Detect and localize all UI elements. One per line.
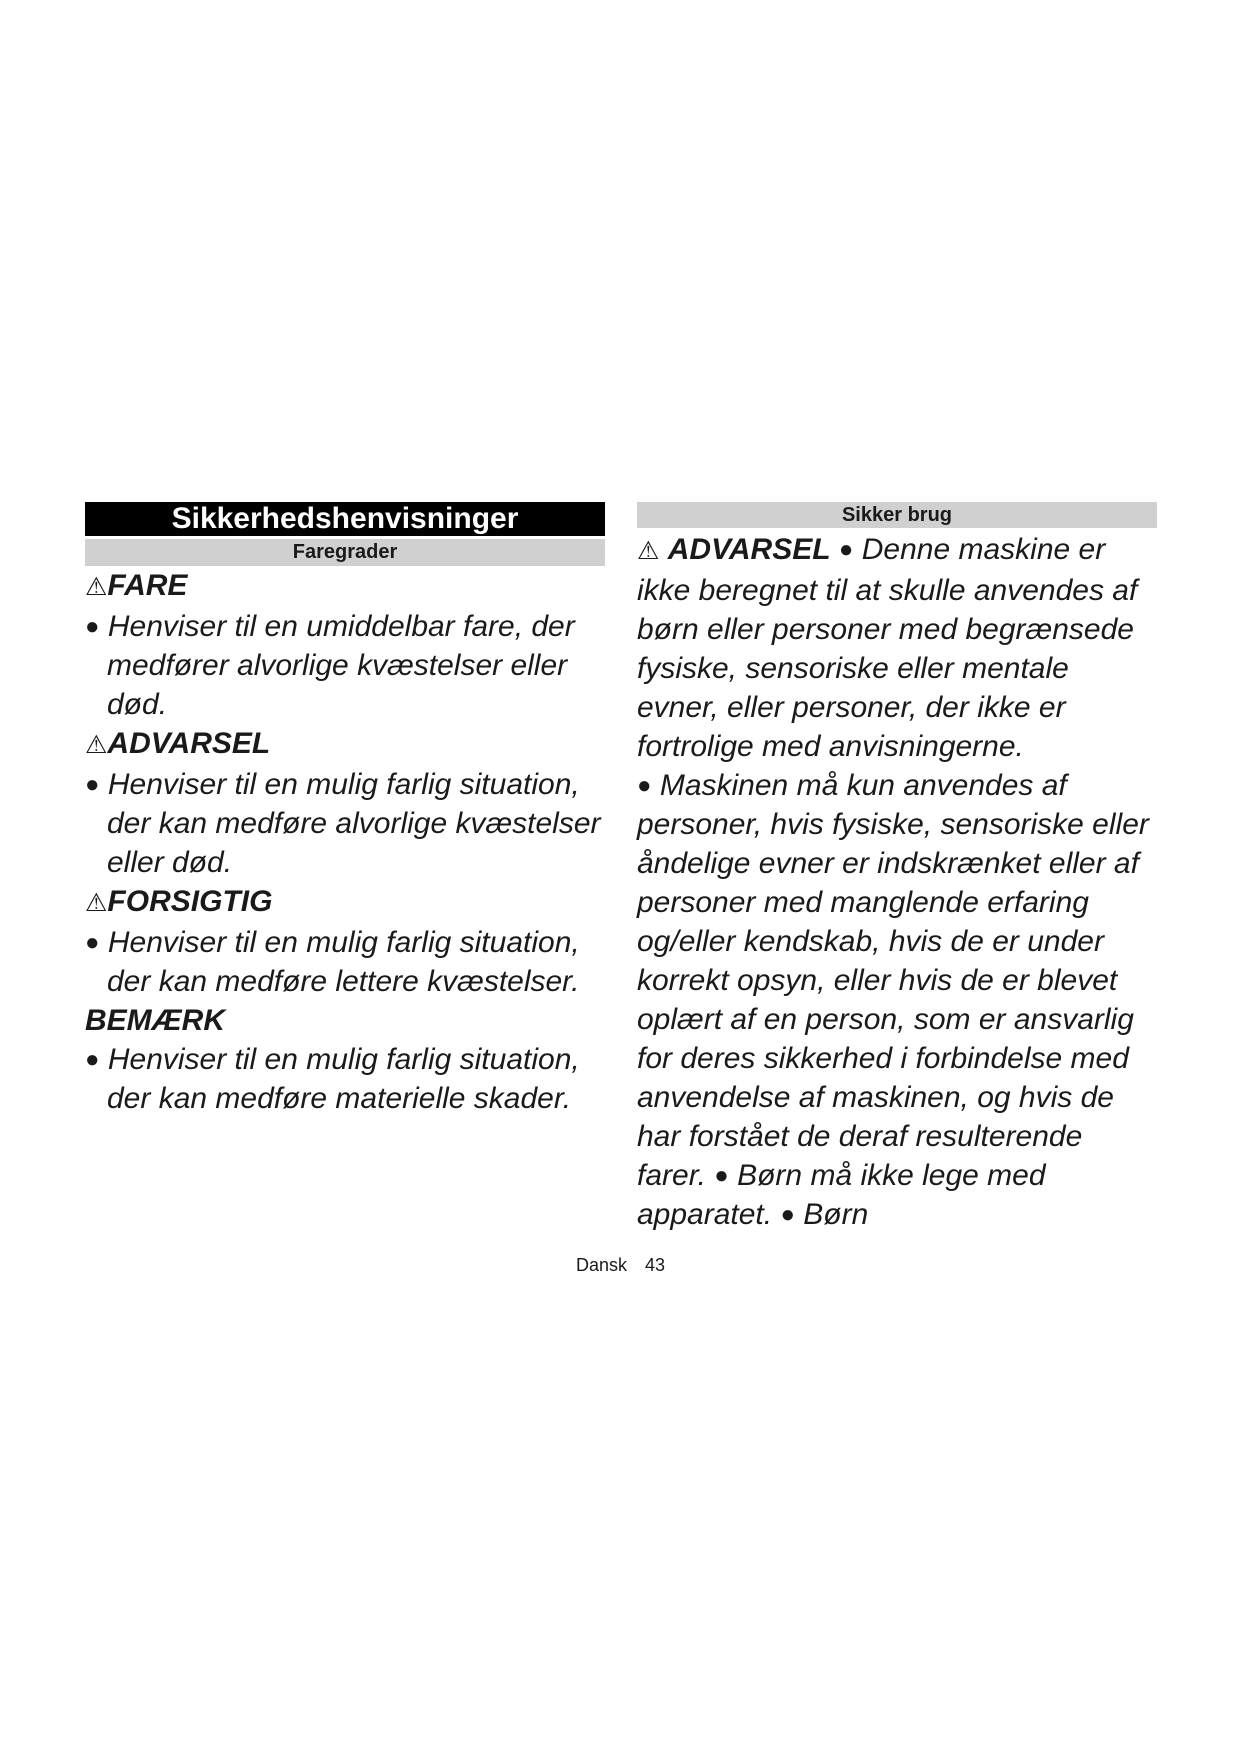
safe-use-text <box>637 530 1157 1234</box>
hazard-level-bemaerk <box>85 1001 605 1040</box>
page-number: 43 <box>645 1255 666 1275</box>
bullet-icon: ● <box>780 1201 795 1228</box>
hazard-description: ● Henviser til en mulig farlig situation, der kan medføre lettere kvæstelser. <box>85 926 580 998</box>
hazard-label: FARE <box>107 569 188 602</box>
page-footer <box>0 1255 1241 1276</box>
hazard-description: ● Henviser til en mulig farlig situation, der kan medføre alvorlige kvæstelser eller død. <box>85 768 601 879</box>
bullet-icon: ● <box>85 613 100 640</box>
hazard-level-forsigtig <box>85 882 605 923</box>
bullet-icon: ● <box>85 1046 100 1073</box>
safe-use-item: Børn <box>803 1198 869 1231</box>
hazard-level-fare <box>85 566 605 607</box>
warning-triangle-icon: ⚠ <box>85 889 108 917</box>
safe-use-item: Børn må ikke lege med apparatet. <box>637 1159 1046 1231</box>
warning-triangle-icon: ⚠ <box>637 537 660 565</box>
bullet-icon: ● <box>85 771 100 798</box>
subsection-title: Sikker brug <box>637 502 1157 528</box>
bullet-icon: ● <box>838 536 854 563</box>
footer-language: Dansk <box>575 1255 627 1275</box>
warning-triangle-icon: ⚠ <box>85 573 108 601</box>
bullet-icon: ● <box>714 1162 729 1189</box>
safe-use-item: Denne maskine er ikke beregnet til at skulle anvendes af børn eller personer med begrænsede fysiske, sensoriske eller mentale evner, eller personer, der ikke er fortrolige med anvisningerne. <box>637 533 1138 763</box>
hazard-label: ADVARSEL <box>107 727 271 760</box>
hazard-level-advarsel <box>85 724 605 765</box>
hazard-description: ● Henviser til en umiddelbar fare, der medfører alvorlige kvæstelser eller død. <box>85 610 575 721</box>
bullet-icon: ● <box>85 929 100 956</box>
hazard-label: BEMÆRK <box>85 1004 225 1037</box>
warning-label: ADVARSEL <box>667 533 831 566</box>
hazard-label: FORSIGTIG <box>107 885 273 918</box>
hazard-description: ● Henviser til en mulig farlig situation, der kan medføre materielle skader. <box>85 1043 580 1115</box>
safe-use-item: Maskinen må kun anvendes af personer, hvis fysiske, sensoriske eller åndelige evner er indskrænket eller af personer med manglende erfaring og/eller kendskab, hvis de er under korrekt opsyn, eller hvis de er blevet oplært af en person, som er ansvarlig for deres sikkerhed i forbindelse med anvendelse af maskinen, og hvis de har forstået de deraf resulterende farer. <box>637 769 1149 1192</box>
bullet-icon: ● <box>637 772 652 799</box>
right-column <box>637 502 1157 1234</box>
section-title: Sikkerhedshenvisninger <box>85 502 605 536</box>
left-column <box>85 502 605 1118</box>
subsection-title: Faregrader <box>85 539 605 566</box>
warning-triangle-icon: ⚠ <box>85 731 108 759</box>
